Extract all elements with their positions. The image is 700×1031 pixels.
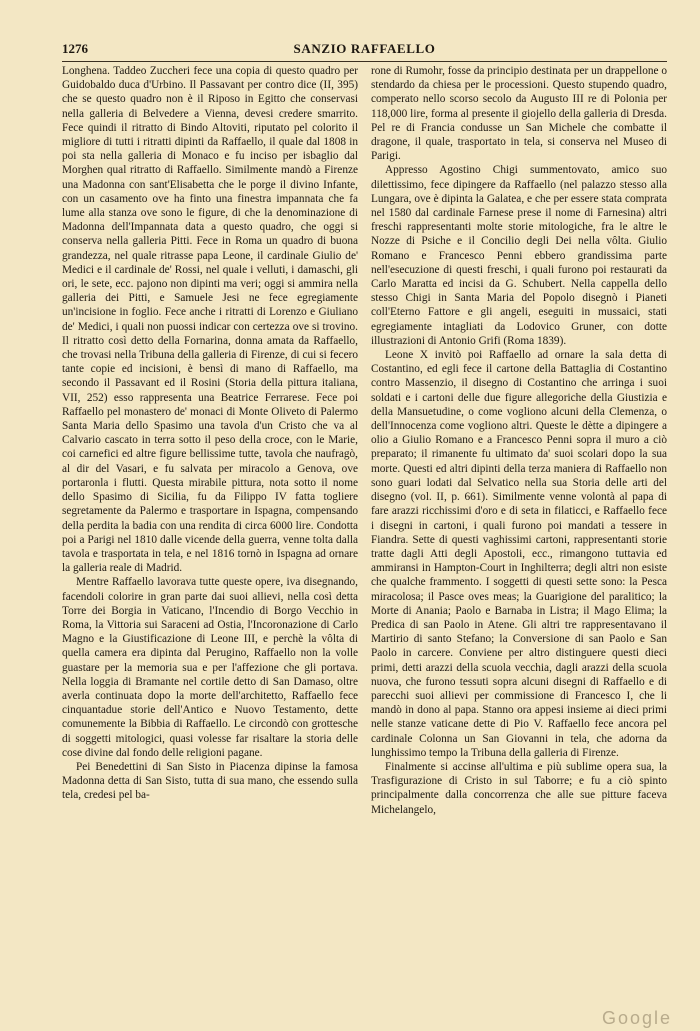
left-column bbox=[62, 64, 358, 994]
paragraph: Appresso Agostino Chigi summentovato, amico suo dilettissimo, fece dipingere da Raffaello (nel palazzo stesso alla Lungara, ove è dipinta la Galatea, e che per essere stata comprata nel 1580 dal cardinale Farnese prese il nome di Farnesina) altri freschi rappresentanti molte storie mitologiche, fra le altre le Nozze di Psiche e il Concilio degli Dei nella vôlta. Giulio Romano e Francesco Penni ebbero grandissima parte nell'esecuzione di questi freschi, i quali furono poi restaurati da Carlo Maratta ed incisi da G. Schubert. Nella cappella dello stesso Chigi in Santa Maria del Popolo disegnò i Pianeti coll'Eterno Fattore e gli angeli, eseguiti in mussaici, stati egregiamente intagliati da Lodovico Gruner, con dotte illustrazioni di Antonio Grifi (Roma 1839). bbox=[371, 164, 667, 347]
paragraph: Finalmente si accinse all'ultima e più sublime opera sua, la Trasfigurazione di Cristo in sul Taborre; e fu a ciò spinto principalmente dalla concorrenza che alle sue pitture faceva Michelangelo, bbox=[371, 760, 667, 816]
paragraph: Mentre Raffaello lavorava tutte queste opere, iva disegnando, facendoli colorire in gran parte dai suoi allievi, nella così detta Torre dei Borgia in Vaticano, l'Incendio di Borgo Vecchio in Roma, la Vittoria sui Saraceni ad Ostia, l'Incoronazione di Carlo Magno e la Giustificazione di Leone III, e perchè la vôlta di quella camera era dipinta dal Perugino, Raffaello non la volle guastare per la memoria sua e per l'affezione che gli portava. Nella loggia di Bramante nel cortile detto di San Damaso, oltre averla continuata dopo la morte dell'architetto, Raffaello fece cinquantadue storie dell'Antico e Nuovo Testamento, dette comunemente la Bibbia di Raffaello. Le circondò con grottesche di soggetti mitologici, quasi volesse far risaltare la storia delle cose divine dal fondo delle religioni pagane. bbox=[62, 576, 358, 759]
paragraph: Leone X invitò poi Raffaello ad ornare la sala detta di Costantino, ed egli fece il cartone della Battaglia di Costantino contro Massenzio, il disegno di Costantino che arringa i suoi soldati e i cartoni delle due figure allegoriche della Giustizia e della Mansuetudine, o come vogliono alcuni della Clemenza, o dell'Innocenza come vogliono altri. Queste le dètte a dipingere a olio a Giulio Romano e a Francesco Penni sopra il muro a ciò preparato; il rimanente fu ultimato da' suoi scolari dopo la sua morte. Questi ed altri dipinti della terza maniera di Raffaello non sono guari lodati dal Selvatico nella sua Storia delle arti del disegno (vol. II, p. 661). Similmente venne volontà al papa di fare arazzi ricchissimi d'oro e di seta in filaticci, e Raffaello fece i disegni in cartoni, i quali furono poi mandati a tessere in Fiandra. Sette di questi vaghissimi cartoni, rappresentanti storie tratte dagli Atti degli Apostoli, ecc., rimangono tuttavia ed ammiransi in Hampton-Court in Inghilterra; degli altri non esiste che qualche frammento. I soggetti di questi sette sono: la Pesca miracolosa; il Pasce oves meas; la Guarigione del paralitico; la Morte di Anania; Paolo e Barnaba in Listra; il Mago Elima; la Predica di san Paolo in Atene. Gli altri tre rappresentavano il Martirio di santo Stefano; la Conversione di san Paolo e San Paolo in carcere. Conviene per altro distinguere questi dieci primi, detti arazzi della scuola vecchia, dagli arazzi della scuola nuova, che furono tessuti sopra alcuni disegni di Raffaello e di parecchi suoi allievi per commissione di Francesco I, che li mandò in dono al papa. Stanno ora appesi insieme ai dieci primi nelle stanze vaticane dette di Pio V. Raffaello fece ancora pel cardinale Colonna un San Giovanni in tela, che adorna da lunghissimo tempo la Tribuna della galleria di Firenze. bbox=[371, 349, 667, 759]
running-title: SANZIO RAFFAELLO bbox=[293, 41, 436, 56]
paragraph: Longhena. Taddeo Zuccheri fece una copia di questo quadro per Guidobaldo duca d'Urbino. Il Passavant per contro dice (II, 395) che se questo quadro non è il Riposo in Egitto che conservasi nella galleria di Belvedere a Vienna, devesi credere smarrito. Fece quindi il ritratto di Bindo Altoviti, riputato pel colorito il migliore di tutti i ritratti dipinti da Raffaello, il quale dal 1808 in poi sta nella galleria di Monaco e fu inciso per isbaglio dal Morghen qual ritratto di Raffaello. Similmente mandò a Firenze una Madonna con sant'Elisabetta che le porge il divino Infante, con un casamento ove ha finto una finestra impannata che fa lume alla stanza ove sono le figure, di che la denominazione di Madonna dell'Impannata data a questo quadro, che oggi si conserva nella galleria Pitti. Fece in Roma un quadro di buona grandezza, nel quale ritrasse papa Leone, il cardinale Giulio de' Medici e il cardinale de' Rossi, nel quale i velluti, i damaschi, gli ori, le sete, ecc. pajono non dipinti ma veri; oggi si ammira nella galleria dei Pitti, e Samuele Jesi ne fece egregiamente un'incisione in foglio. Fece anche i ritratti di Lorenzo e Giuliano de' Medici, i quali non puossi indicar con certezza ove si trovino. Il ritratto così detto della Fornarina, donna amata da Raffaello, che trovasi nella Tribuna della galleria di Firenze, di cui si fecero tante copie ed incisioni, è bensì di mano di Raffaello, ma secondo il Passavant ed il Rosini (Storia della pittura italiana, VII, 252) esso rappresenta una Beatrice Ferrarese. Fece poi Raffaello pel monastero de' monaci di Monte Oliveto di Palermo Santa Maria dello Spasimo una tavola d'un Cristo che va al Calvario cascato in terra sotto il peso della croce, con le Marie, coi carnefici ed altre figure bellissime tutte, tavola che naufragò, al dir del Vasari, e fu salvata per miracolo a Genova, ove portaronla i flutti. Questa mirabile pittura, nota sotto il nome dello Spasimo di Sicilia, fu da Filippo IV fatta togliere segretamente da Palermo e trasportare in Ispagna, compensando della perdita la badia con una rendita di circa 6000 lire. Condotta poi a Parigi nel 1810 dalle vicende della guerra, venne tolta dalla tavola e trasportata in tela, e nel 1816 tornò in Ispagna ad ornare la galleria reale di Madrid. bbox=[62, 65, 358, 575]
paragraph: rone di Rumohr, fosse da principio destinata per un drappellone o stendardo da chiesa per le processioni. Questo stupendo quadro, comperato nello scorso secolo da Augusto III re di Polonia per 118,000 lire, forma al presente il giojello della galleria di Dresda. Pel re di Francia condusse un San Michele che combatte il dragone, il quale, trasportato in tela, si conserva nel Museo di Parigi. bbox=[371, 65, 667, 163]
right-column bbox=[371, 64, 667, 994]
paragraph: Pei Benedettini di San Sisto in Piacenza dipinse la famosa Madonna detta di San Sisto, tutta di sua mano, che essendo sulla tela, credesi pel ba- bbox=[62, 760, 358, 802]
watermark: Google bbox=[601, 1008, 672, 1028]
page-header bbox=[62, 39, 667, 62]
page-number: 1276 bbox=[62, 41, 88, 56]
